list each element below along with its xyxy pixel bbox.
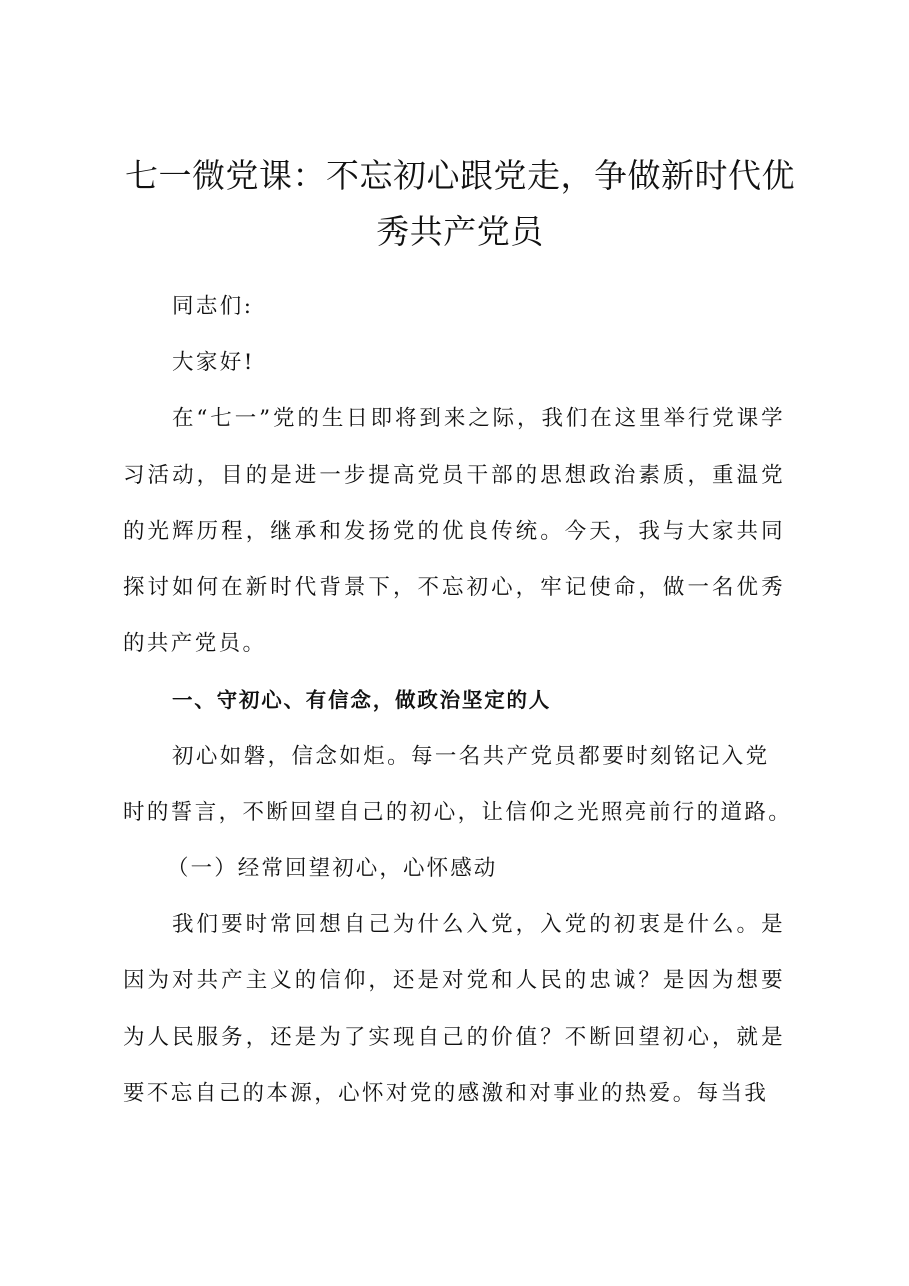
hello-line: 大家好! bbox=[172, 350, 255, 376]
subsection-1-paragraph: 我们要时常回想自己为什么入党，入党的初衷是什么。是因为对共产主义的信仰，还是对党和人民的忠诚？是因为想要为人民服务，还是为了实现自己的价值？不断回望初心，就是要不忘自己的本源，心怀对党的感激和对事业的热爱。每当我 bbox=[123, 912, 785, 1106]
section-1-heading: 一、守初心、有信念，做政治坚定的人 bbox=[172, 688, 552, 713]
intro-paragraph: 在“七一”党的生日即将到来之际，我们在这里举行党课学习活动，目的是进一步提高党员干部的思想政治素质，重温党的光辉历程，继承和发扬党的优良传统。今天，我与大家共同探讨如何在新时代背景下，不忘初心，牢记使命，做一名优秀的共产党员。 bbox=[123, 406, 785, 657]
greeting-line: 同志们: bbox=[172, 294, 254, 319]
section-1-paragraph-line-2: 时的誓言，不断回望自己的初心，让信仰之光照亮前行的道路。 bbox=[123, 799, 793, 825]
document-body bbox=[123, 279, 793, 1122]
document-title bbox=[118, 148, 802, 260]
title-line-1: 七一微党课：不忘初心跟党走，争做新时代优 bbox=[125, 156, 795, 195]
section-1-paragraph-line-1: 初心如磐，信念如炬。每一名共产党员都要时刻铭记入党 bbox=[172, 743, 770, 769]
title-line-2: 秀共产党员 bbox=[376, 212, 544, 251]
subsection-1-heading: （一）经常回望初心，心怀感动 bbox=[167, 856, 498, 882]
